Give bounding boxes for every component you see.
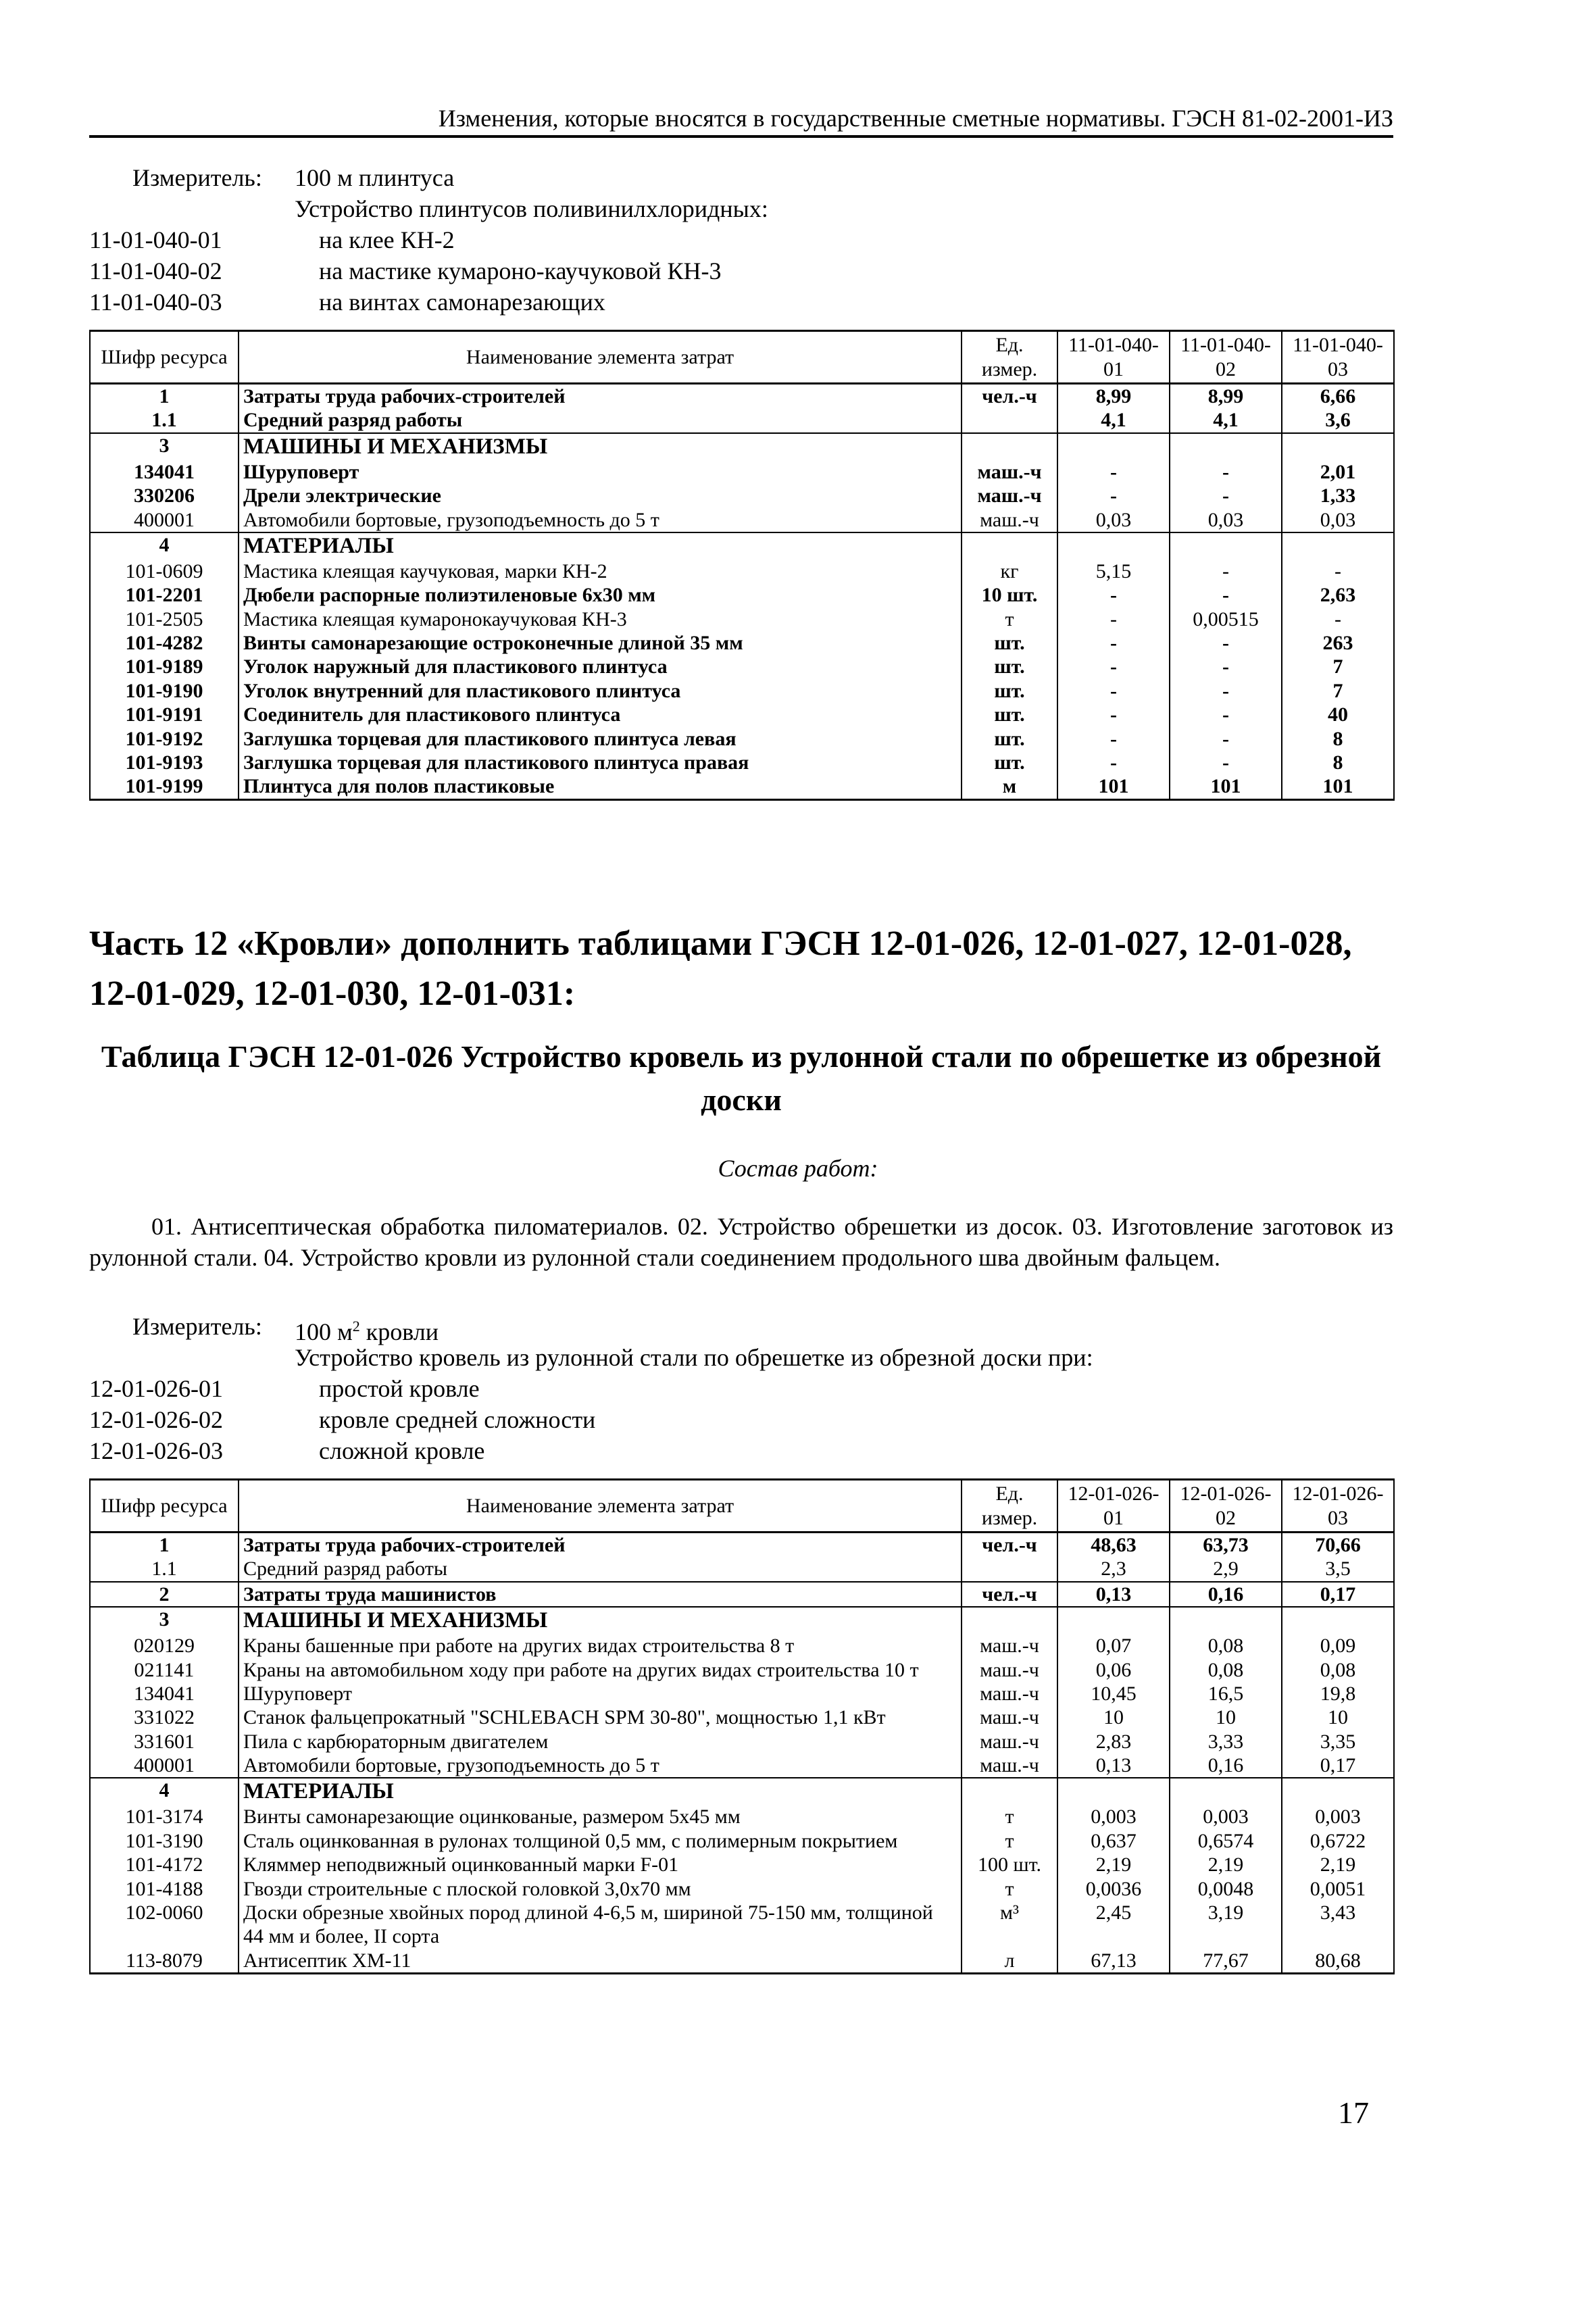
norm-value [1170, 532, 1282, 559]
norm-value: - [1057, 631, 1170, 655]
resource-name: Винты самонарезающие оцинкованые, размером 5х45 мм [239, 1805, 962, 1828]
work-code: 12-01-026-03 [89, 1437, 223, 1464]
resource-table-1 [89, 330, 1395, 801]
norm-value [1170, 1778, 1282, 1805]
work-code: 11-01-040-01 [89, 226, 222, 253]
norm-value: 0,00515 [1170, 607, 1282, 631]
norm-value: 48,63 [1057, 1533, 1170, 1558]
resource-code: 331601 [90, 1730, 239, 1753]
table-row [90, 508, 1394, 532]
resource-code: 134041 [90, 460, 239, 484]
resource-code: 021141 [90, 1658, 239, 1682]
norm-value: 101 [1057, 774, 1170, 799]
norm-value: 70,66 [1282, 1533, 1394, 1558]
norm-value: 19,8 [1282, 1682, 1394, 1706]
norm-value: - [1057, 460, 1170, 484]
norm-value: 0,09 [1282, 1634, 1394, 1658]
norm-value: 63,73 [1170, 1533, 1282, 1558]
table-row [90, 1634, 1394, 1658]
work-description: кровле средней сложности [319, 1406, 596, 1433]
norm-value [1170, 1607, 1282, 1634]
resource-code: 400001 [90, 1753, 239, 1778]
resource-code: 3 [90, 1607, 239, 1634]
table-row [90, 1829, 1394, 1853]
norm-value [1057, 433, 1170, 460]
norm-value: 2,3 [1057, 1557, 1170, 1581]
unit-of-measure: шт. [962, 703, 1057, 726]
norm-value: 0,08 [1170, 1634, 1282, 1658]
resource-name: Средний разряд работы [239, 1557, 962, 1581]
resource-code: 101-3174 [90, 1805, 239, 1828]
norm-value: 4,1 [1057, 408, 1170, 432]
unit-of-measure [962, 1607, 1057, 1634]
norm-value: 2,01 [1282, 460, 1394, 484]
resource-name: Мастика клеящая кумаронокаучуковая КН-3 [239, 607, 962, 631]
norm-value: - [1170, 751, 1282, 774]
unit-of-measure: л [962, 1949, 1057, 1974]
norm-value: 0,6722 [1282, 1829, 1394, 1853]
col-header-name: Наименование элемента затрат [239, 1480, 962, 1533]
table-row [90, 1557, 1394, 1581]
table-row [90, 484, 1394, 507]
table-row [90, 1682, 1394, 1706]
resource-name: Краны на автомобильном ходу при работе на других видах строительства 10 т [239, 1658, 962, 1682]
table-row [90, 1778, 1394, 1805]
norm-value: - [1057, 607, 1170, 631]
meter-intro: Устройство плинтусов поливинилхлоридных: [295, 195, 768, 222]
norm-value: 1,33 [1282, 484, 1394, 507]
norm-value: 6,66 [1282, 384, 1394, 409]
norm-value: 16,5 [1170, 1682, 1282, 1706]
table-row [90, 1730, 1394, 1753]
meter-intro: Устройство кровель из рулонной стали по обрешетке из обрезной доски при: [295, 1344, 1093, 1371]
norm-value: 0,08 [1282, 1658, 1394, 1682]
table-row [90, 1533, 1394, 1558]
norm-value: 67,13 [1057, 1949, 1170, 1974]
col-header-norm: 11-01-040-02 [1170, 331, 1282, 384]
resource-code: 400001 [90, 508, 239, 532]
norm-value: - [1282, 607, 1394, 631]
meter-value: 100 м плинтуса [295, 164, 455, 191]
unit-of-measure: т [962, 1829, 1057, 1853]
norm-value: - [1057, 655, 1170, 678]
table-header-row [90, 1480, 1394, 1533]
unit-of-measure: маш.-ч [962, 1730, 1057, 1753]
resource-code: 020129 [90, 1634, 239, 1658]
resource-code: 4 [90, 532, 239, 559]
norm-value: 0,06 [1057, 1658, 1170, 1682]
resource-code: 101-2505 [90, 607, 239, 631]
section-title: МАТЕРИАЛЫ [239, 532, 962, 559]
norm-value [1057, 1778, 1170, 1805]
norm-value: 0,17 [1282, 1582, 1394, 1607]
norm-value: 0,03 [1170, 508, 1282, 532]
table-row [90, 751, 1394, 774]
table-row [90, 1949, 1394, 1974]
col-header-norm: 12-01-026-02 [1170, 1480, 1282, 1533]
col-header-code: Шифр ресурса [90, 1480, 239, 1533]
unit-of-measure: м³ [962, 1901, 1057, 1949]
section-title: МАШИНЫ И МЕХАНИЗМЫ [239, 433, 962, 460]
unit-of-measure: шт. [962, 727, 1057, 751]
resource-name: Кляммер неподвижный оцинкованный марки F-01 [239, 1853, 962, 1876]
norm-value: 101 [1282, 774, 1394, 799]
table-row [90, 679, 1394, 703]
resource-name: Станок фальцепрокатный "SCHLEBACH SPM 30-80", мощностью 1,1 кВт [239, 1706, 962, 1729]
unit-of-measure: м [962, 774, 1057, 799]
resource-name: Затраты труда машинистов [239, 1582, 962, 1607]
unit-of-measure: маш.-ч [962, 1706, 1057, 1729]
norm-value: 2,63 [1282, 583, 1394, 607]
resource-name: Заглушка торцевая для пластикового плинтуса правая [239, 751, 962, 774]
resource-code: 113-8079 [90, 1949, 239, 1974]
unit-of-measure [962, 1557, 1057, 1581]
norm-value: 263 [1282, 631, 1394, 655]
resource-name: Дюбели распорные полиэтиленовые 6х30 мм [239, 583, 962, 607]
table-row [90, 727, 1394, 751]
norm-value: 8 [1282, 751, 1394, 774]
norm-value: 0,637 [1057, 1829, 1170, 1853]
resource-name: Автомобили бортовые, грузоподъемность до 5 т [239, 1753, 962, 1778]
table-row [90, 583, 1394, 607]
resource-code: 1.1 [90, 1557, 239, 1581]
resource-code: 101-9193 [90, 751, 239, 774]
norm-value: 4,1 [1170, 408, 1282, 432]
norm-value: - [1170, 727, 1282, 751]
norm-value: 2,45 [1057, 1901, 1170, 1949]
table-row [90, 1853, 1394, 1876]
norm-value: 0,13 [1057, 1582, 1170, 1607]
resource-code: 101-9199 [90, 774, 239, 799]
table-row [90, 1753, 1394, 1778]
table-row [90, 1607, 1394, 1634]
unit-of-measure: шт. [962, 679, 1057, 703]
table-row [90, 607, 1394, 631]
resource-code: 101-9192 [90, 727, 239, 751]
table-row [90, 408, 1394, 432]
norm-value: - [1170, 679, 1282, 703]
unit-of-measure [962, 408, 1057, 432]
unit-of-measure: кг [962, 559, 1057, 583]
table-row [90, 655, 1394, 678]
meter-label: Измеритель: [132, 164, 262, 191]
resource-name: Затраты труда рабочих-строителей [239, 1533, 962, 1558]
resource-name: Дрели электрические [239, 484, 962, 507]
resource-code: 101-4172 [90, 1853, 239, 1876]
resource-code: 1.1 [90, 408, 239, 432]
unit-of-measure [962, 433, 1057, 460]
resource-name: Шуруповерт [239, 460, 962, 484]
work-code: 11-01-040-02 [89, 257, 222, 284]
work-description: на клее КН-2 [319, 226, 455, 253]
norm-value: 8 [1282, 727, 1394, 751]
norm-value: 0,003 [1057, 1805, 1170, 1828]
col-header-name: Наименование элемента затрат [239, 331, 962, 384]
meter-value-main: 100 м [295, 1318, 353, 1345]
norm-value: 8,99 [1057, 384, 1170, 409]
norm-value: 2,19 [1057, 1853, 1170, 1876]
table-heading: Таблица ГЭСН 12-01-026 Устройство кровель из рулонной стали по обрешетке из обрезной доски [101, 1039, 1382, 1117]
table-header-row [90, 331, 1394, 384]
norm-value: 40 [1282, 703, 1394, 726]
meter-value-superscript: 2 [352, 1318, 360, 1335]
table-row [90, 384, 1394, 409]
col-header-norm: 11-01-040-01 [1057, 331, 1170, 384]
resource-name: Винты самонарезающие остроконечные длиной 35 мм [239, 631, 962, 655]
norm-value: 2,19 [1282, 1853, 1394, 1876]
works-composition: 01. Антисептическая обработка пиломатериалов. 02. Устройство обрешетки из досок. 03. Изготовление заготовок из рулонной стали. 04. Устройство кровли из рулонной стали соединением продольного шва двойным фальцем. [89, 1213, 1393, 1271]
unit-of-measure: 10 шт. [962, 583, 1057, 607]
norm-value [1282, 1778, 1394, 1805]
norm-value: 0,16 [1170, 1582, 1282, 1607]
unit-of-measure: маш.-ч [962, 1682, 1057, 1706]
resource-name: Пила с карбюраторным двигателем [239, 1730, 962, 1753]
norm-value: 80,68 [1282, 1949, 1394, 1974]
resource-code: 101-9190 [90, 679, 239, 703]
resource-name: Соединитель для пластикового плинтуса [239, 703, 962, 726]
resource-code: 4 [90, 1778, 239, 1805]
norm-value: 8,99 [1170, 384, 1282, 409]
unit-of-measure: 100 шт. [962, 1853, 1057, 1876]
norm-value: 3,43 [1282, 1901, 1394, 1949]
norm-value: - [1170, 460, 1282, 484]
unit-of-measure: шт. [962, 631, 1057, 655]
resource-code: 102-0060 [90, 1901, 239, 1949]
resource-code: 101-4282 [90, 631, 239, 655]
resource-name: Заглушка торцевая для пластикового плинтуса левая [239, 727, 962, 751]
norm-value: 0,16 [1170, 1753, 1282, 1778]
norm-value: - [1170, 631, 1282, 655]
unit-of-measure: маш.-ч [962, 1634, 1057, 1658]
norm-value: 10 [1170, 1706, 1282, 1729]
resource-name: Краны башенные при работе на других видах строительства 8 т [239, 1634, 962, 1658]
table-row [90, 532, 1394, 559]
meter-label: Измеритель: [132, 1313, 262, 1340]
norm-value [1057, 532, 1170, 559]
resource-code: 101-0609 [90, 559, 239, 583]
norm-value: - [1057, 751, 1170, 774]
norm-value: 10 [1282, 1706, 1394, 1729]
works-heading: Состав работ: [718, 1155, 878, 1182]
norm-value: - [1282, 559, 1394, 583]
col-header-unit: Ед. измер. [962, 331, 1057, 384]
resource-code: 101-9189 [90, 655, 239, 678]
unit-of-measure: чел.-ч [962, 1533, 1057, 1558]
norm-value: 101 [1170, 774, 1282, 799]
resource-name: Плинтуса для полов пластиковые [239, 774, 962, 799]
norm-value: 3,19 [1170, 1901, 1282, 1949]
unit-of-measure: маш.-ч [962, 460, 1057, 484]
page-number: 17 [1338, 2095, 1369, 2130]
resource-code: 331022 [90, 1706, 239, 1729]
resource-code: 101-3190 [90, 1829, 239, 1853]
resource-name: Шуруповерт [239, 1682, 962, 1706]
resource-code: 3 [90, 433, 239, 460]
resource-table-2 [89, 1478, 1395, 1974]
resource-name: Сталь оцинкованная в рулонах толщиной 0,5 мм, с полимерным покрытием [239, 1829, 962, 1853]
resource-name: Автомобили бортовые, грузоподъемность до 5 т [239, 508, 962, 532]
unit-of-measure: т [962, 1805, 1057, 1828]
norm-value: 0,17 [1282, 1753, 1394, 1778]
resource-code: 2 [90, 1582, 239, 1607]
norm-value: 0,13 [1057, 1753, 1170, 1778]
table-row [90, 460, 1394, 484]
resource-code: 1 [90, 384, 239, 409]
unit-of-measure [962, 1778, 1057, 1805]
running-header: Изменения, которые вносятся в государственные сметные нормативы. ГЭСН 81-02-2001-ИЗ [89, 101, 1393, 138]
norm-value: 0,0048 [1170, 1877, 1282, 1901]
resource-name: Затраты труда рабочих-строителей [239, 384, 962, 409]
norm-value: 77,67 [1170, 1949, 1282, 1974]
unit-of-measure: т [962, 1877, 1057, 1901]
resource-name: Мастика клеящая каучуковая, марки КН-2 [239, 559, 962, 583]
table-row [90, 631, 1394, 655]
resource-name: Уголок наружный для пластикового плинтуса [239, 655, 962, 678]
work-code: 12-01-026-01 [89, 1375, 223, 1402]
unit-of-measure: маш.-ч [962, 1753, 1057, 1778]
norm-value: 7 [1282, 655, 1394, 678]
norm-value: 10,45 [1057, 1682, 1170, 1706]
norm-value: 10 [1057, 1706, 1170, 1729]
unit-of-measure: шт. [962, 751, 1057, 774]
resource-code: 330206 [90, 484, 239, 507]
norm-value: 0,03 [1282, 508, 1394, 532]
table-row [90, 1877, 1394, 1901]
unit-of-measure: чел.-ч [962, 1582, 1057, 1607]
meter-block-1 [0, 162, 1596, 318]
norm-value [1282, 532, 1394, 559]
norm-value: - [1057, 703, 1170, 726]
col-header-unit: Ед. измер. [962, 1480, 1057, 1533]
unit-of-measure: т [962, 607, 1057, 631]
norm-value: - [1057, 583, 1170, 607]
norm-value: - [1170, 583, 1282, 607]
norm-value [1282, 1607, 1394, 1634]
table-row [90, 1805, 1394, 1828]
unit-of-measure: маш.-ч [962, 508, 1057, 532]
table-row [90, 1901, 1394, 1949]
norm-value: 0,0051 [1282, 1877, 1394, 1901]
norm-value: - [1170, 655, 1282, 678]
meter-block-2 [0, 1311, 1596, 1466]
resource-code: 134041 [90, 1682, 239, 1706]
norm-value: - [1057, 484, 1170, 507]
work-description: простой кровле [319, 1375, 480, 1402]
table-row [90, 1706, 1394, 1729]
part-heading: Часть 12 «Кровли» дополнить таблицами ГЭСН 12-01-026, 12-01-027, 12-01-028, 12-01-029, 12-01-030, 12-01-031: [89, 924, 1352, 1013]
norm-value: 2,19 [1170, 1853, 1282, 1876]
norm-value [1282, 433, 1394, 460]
unit-of-measure [962, 532, 1057, 559]
norm-value: 0,03 [1057, 508, 1170, 532]
norm-value: 0,003 [1170, 1805, 1282, 1828]
norm-value: 5,15 [1057, 559, 1170, 583]
norm-value: 0,08 [1170, 1658, 1282, 1682]
meter-value-tail: кровли [359, 1318, 439, 1345]
resource-code: 101-9191 [90, 703, 239, 726]
resource-name: Гвозди строительные с плоской головкой 3,0х70 мм [239, 1877, 962, 1901]
norm-value: 0,07 [1057, 1634, 1170, 1658]
resource-code: 1 [90, 1533, 239, 1558]
norm-value: 2,83 [1057, 1730, 1170, 1753]
table-row [90, 1582, 1394, 1607]
section-title: МАТЕРИАЛЫ [239, 1778, 962, 1805]
norm-value [1170, 433, 1282, 460]
norm-value: 0,003 [1282, 1805, 1394, 1828]
resource-code: 101-4188 [90, 1877, 239, 1901]
resource-name: Антисептик ХМ-11 [239, 1949, 962, 1974]
resource-name: Доски обрезные хвойных пород длиной 4-6,5 м, шириной 75-150 мм, толщиной 44 мм и более, II сорта [239, 1901, 962, 1949]
table-row [90, 1658, 1394, 1682]
norm-value: 7 [1282, 679, 1394, 703]
norm-value: - [1170, 703, 1282, 726]
work-description: на винтах самонарезающих [319, 289, 605, 316]
table-row [90, 703, 1394, 726]
col-header-norm: 11-01-040-03 [1282, 331, 1394, 384]
unit-of-measure: чел.-ч [962, 384, 1057, 409]
work-description: на мастике кумароно-каучуковой КН-3 [319, 257, 722, 284]
resource-name: Средний разряд работы [239, 408, 962, 432]
norm-value: 2,9 [1170, 1557, 1282, 1581]
unit-of-measure: шт. [962, 655, 1057, 678]
table-row [90, 433, 1394, 460]
unit-of-measure: маш.-ч [962, 1658, 1057, 1682]
norm-value: 0,6574 [1170, 1829, 1282, 1853]
norm-value: - [1170, 484, 1282, 507]
col-header-norm: 12-01-026-01 [1057, 1480, 1170, 1533]
norm-value: 0,0036 [1057, 1877, 1170, 1901]
norm-value: 3,5 [1282, 1557, 1394, 1581]
norm-value: 3,6 [1282, 408, 1394, 432]
norm-value: 3,35 [1282, 1730, 1394, 1753]
norm-value: - [1170, 559, 1282, 583]
work-description: сложной кровле [319, 1437, 485, 1464]
table-row [90, 774, 1394, 799]
norm-value: 3,33 [1170, 1730, 1282, 1753]
col-header-code: Шифр ресурса [90, 331, 239, 384]
norm-value [1057, 1607, 1170, 1634]
col-header-norm: 12-01-026-03 [1282, 1480, 1394, 1533]
resource-code: 101-2201 [90, 583, 239, 607]
work-code: 11-01-040-03 [89, 289, 222, 316]
resource-name: Уголок внутренний для пластикового плинтуса [239, 679, 962, 703]
norm-value: - [1057, 679, 1170, 703]
section-title: МАШИНЫ И МЕХАНИЗМЫ [239, 1607, 962, 1634]
table-row [90, 559, 1394, 583]
work-code: 12-01-026-02 [89, 1406, 223, 1433]
norm-value: - [1057, 727, 1170, 751]
unit-of-measure: маш.-ч [962, 484, 1057, 507]
